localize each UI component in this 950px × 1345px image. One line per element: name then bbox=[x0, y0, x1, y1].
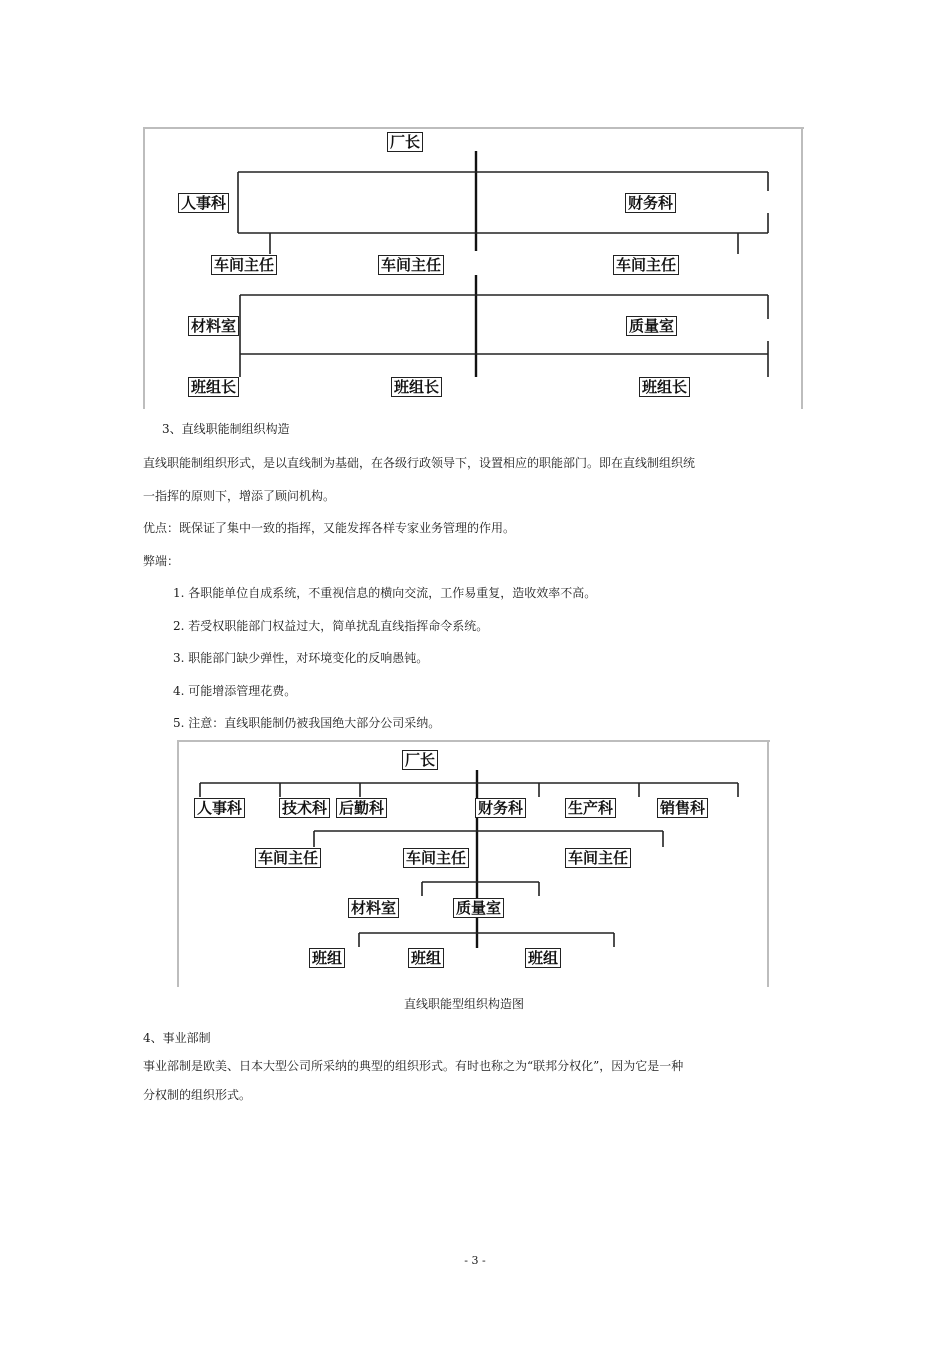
finance-dept-box: 财务科 bbox=[625, 193, 676, 213]
section-4-paragraph: 分权制的组织形式。 bbox=[143, 1088, 252, 1102]
hr-dept-box: 人事科 bbox=[178, 193, 229, 213]
workshop-director-box: 车间主任 bbox=[565, 848, 631, 868]
tech-dept-box: 技术科 bbox=[279, 798, 330, 818]
production-dept-box: 生产科 bbox=[565, 798, 616, 818]
section-3-paragraph: 直线职能制组织形式，是以直线制为基础，在各级行政领导下，设置相应的职能部门。即在直线制组织统 bbox=[143, 456, 696, 470]
drawback-item: 5. 注意：直线职能制仍被我国绝大部分公司采纳。 bbox=[173, 716, 441, 730]
workshop-director-box: 车间主任 bbox=[378, 255, 444, 275]
team-box: 班组 bbox=[525, 948, 561, 968]
line-structure-chart bbox=[143, 127, 804, 409]
section-3-heading: 3、直线职能制组织构造 bbox=[162, 422, 290, 436]
sales-dept-box: 销售科 bbox=[657, 798, 708, 818]
team-box: 班组 bbox=[408, 948, 444, 968]
team-box: 班组 bbox=[309, 948, 345, 968]
director-box: 厂长 bbox=[387, 132, 423, 152]
materials-room-box: 材料室 bbox=[348, 898, 399, 918]
workshop-director-box: 车间主任 bbox=[613, 255, 679, 275]
quality-room-box: 质量室 bbox=[626, 316, 677, 336]
quality-room-box: 质量室 bbox=[453, 898, 504, 918]
drawback-item: 2. 若受权职能部门权益过大，简单扰乱直线指挥命令系统。 bbox=[173, 619, 489, 633]
team-leader-box: 班组长 bbox=[188, 377, 239, 397]
drawback-item: 3. 职能部门缺少弹性，对环境变化的反响愚钝。 bbox=[173, 651, 429, 665]
materials-room-box: 材料室 bbox=[188, 316, 239, 336]
drawbacks-label: 弊端： bbox=[143, 554, 180, 568]
section-3-paragraph: 一指挥的原则下，增添了顾问机构。 bbox=[143, 489, 336, 503]
section-4-paragraph: 事业部制是欧美、日本大型公司所采纳的典型的组织形式。有时也称之为“联邦分权化”，因为它是一种 bbox=[143, 1059, 684, 1073]
logistics-dept-box: 后勤科 bbox=[336, 798, 387, 818]
page-number: - 3 - bbox=[464, 1254, 486, 1267]
section-4-heading: 4、事业部制 bbox=[143, 1031, 211, 1045]
team-leader-box: 班组长 bbox=[639, 377, 690, 397]
drawback-item: 4. 可能增添管理花费。 bbox=[173, 684, 297, 698]
drawback-item: 1. 各职能单位自成系统，不重视信息的横向交流，工作易重复，造收效率不高。 bbox=[173, 586, 597, 600]
figure-caption: 直线职能型组织构造图 bbox=[404, 997, 525, 1011]
workshop-director-box: 车间主任 bbox=[211, 255, 277, 275]
team-leader-box: 班组长 bbox=[391, 377, 442, 397]
workshop-director-box: 车间主任 bbox=[403, 848, 469, 868]
line-functional-structure-chart bbox=[177, 740, 770, 987]
hr-dept-box: 人事科 bbox=[194, 798, 245, 818]
workshop-director-box: 车间主任 bbox=[255, 848, 321, 868]
finance-dept-box: 财务科 bbox=[475, 798, 526, 818]
advantages-text: 优点：既保证了集中一致的指挥，又能发挥各样专家业务管理的作用。 bbox=[143, 521, 516, 535]
director-box: 厂长 bbox=[402, 750, 438, 770]
